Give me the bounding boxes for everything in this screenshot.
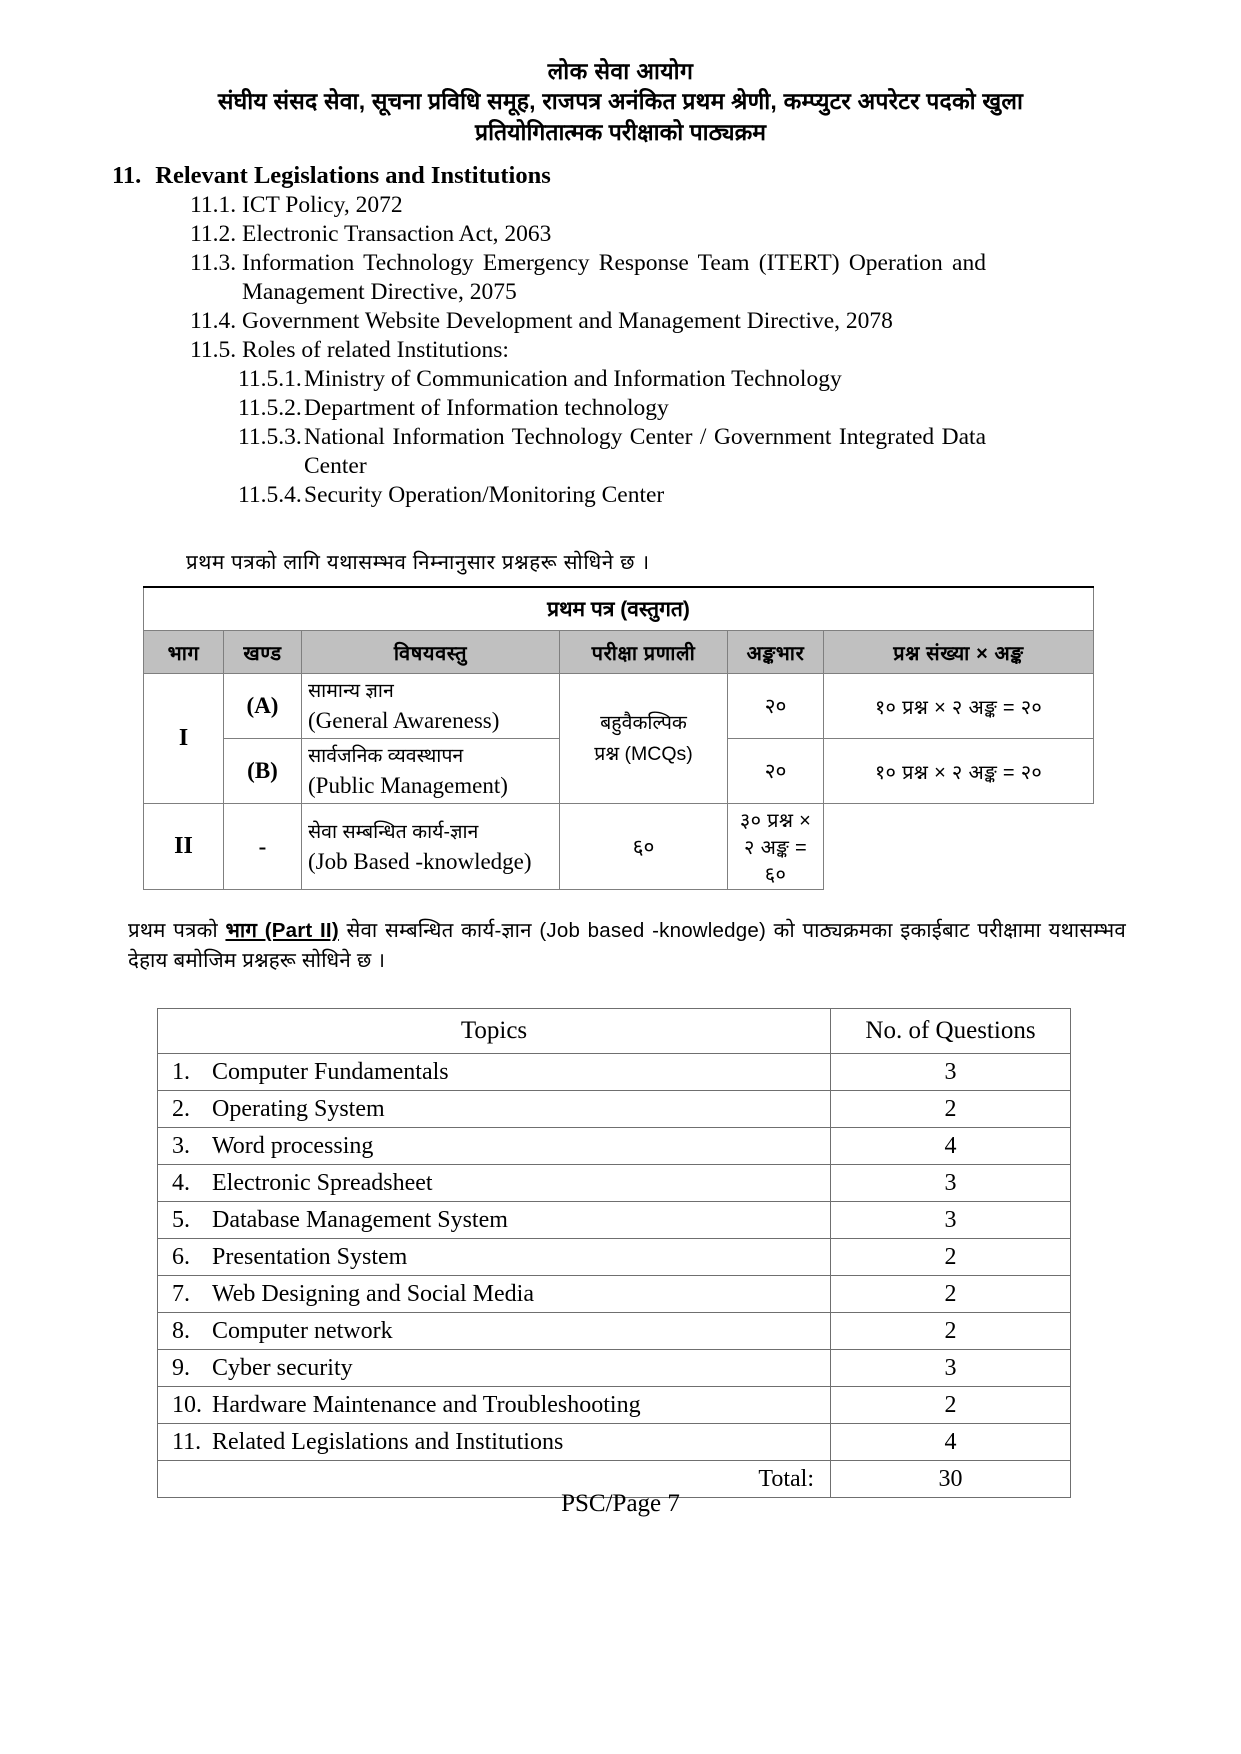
cell-questions: १० प्रश्न × २ अङ्क = २०: [824, 674, 1094, 739]
subject-english: (Job Based -knowledge): [308, 848, 532, 874]
topic-index: 11.: [172, 1428, 202, 1455]
cell-subject: [302, 804, 560, 890]
cell-question-count: 3: [831, 1165, 1071, 1202]
page-footer: PSC/Page 7: [561, 1490, 680, 1517]
cell-question-count: 2: [831, 1313, 1071, 1350]
cell-part: II: [144, 804, 224, 890]
cell-question-count: 2: [831, 1276, 1071, 1313]
sub-list-item: [0, 365, 1241, 394]
topic-index: 9.: [172, 1354, 190, 1381]
section-heading: [0, 161, 1241, 191]
topic-name: Word processing: [212, 1132, 374, 1159]
cell-marks: २०: [728, 674, 824, 739]
section-title: Relevant Legislations and Institutions: [155, 162, 551, 189]
column-header-section: खण्ड: [224, 631, 302, 674]
table-row: [158, 1424, 1071, 1461]
topic-name: Cyber security: [212, 1354, 353, 1381]
table-row: [158, 1313, 1071, 1350]
paragraph-text-after: सेवा सम्बन्धित कार्य-ज्ञान (Job based -knowledge) को पाठ्यक्रमका इकाईबाट परीक्षामा यथासम्भव देहाय बमोजिम प्रश्नहरू सोधिने छ ।: [128, 919, 1126, 972]
cell-subject: [302, 674, 560, 739]
topic-index: 1.: [172, 1058, 190, 1085]
cell-questions: ३० प्रश्न × २ अङ्क = ६०: [728, 804, 824, 890]
cell-question-count: 2: [831, 1091, 1071, 1128]
sub-list-item: [0, 481, 1241, 510]
syllabus-subtitle: प्रतियोगितात्मक परीक्षाको पाठ्यक्रम: [475, 119, 766, 145]
cell-exam-system: [560, 674, 728, 804]
column-header-subject: विषयवस्तु: [302, 631, 560, 674]
cell-topic: [158, 1313, 831, 1350]
topic-index: 10.: [172, 1391, 202, 1418]
total-label: Total:: [158, 1461, 831, 1498]
table-row: [158, 1091, 1071, 1128]
table-row: [158, 1165, 1071, 1202]
table-row: [158, 1387, 1071, 1424]
cell-questions: १० प्रश्न × २ अङ्क = २०: [824, 739, 1094, 804]
cell-marks: २०: [728, 739, 824, 804]
sub-list-item-text: Department of Information technology: [304, 395, 669, 421]
document-header: [0, 0, 1241, 148]
sub-list-item-label: 11.5.3.: [238, 424, 302, 450]
list-item-label: 11.4.: [190, 308, 237, 334]
topic-name: Computer Fundamentals: [212, 1058, 449, 1085]
list-item-text: Roles of related Institutions:: [242, 337, 509, 363]
table-row: [158, 1202, 1071, 1239]
cell-topic: [158, 1239, 831, 1276]
list-item-label: 11.1.: [190, 192, 237, 218]
paragraph-emphasis: भाग (Part II): [225, 919, 339, 942]
topic-index: 6.: [172, 1243, 190, 1270]
topic-name: Hardware Maintenance and Troubleshooting: [212, 1391, 641, 1418]
list-item: [0, 249, 1241, 307]
topics-table-container: [157, 1008, 1070, 1498]
list-item-label: 11.5.: [190, 337, 237, 363]
cell-section: -: [224, 804, 302, 890]
section-11: [0, 161, 1241, 510]
topic-name: Web Designing and Social Media: [212, 1280, 534, 1307]
cell-topic: [158, 1128, 831, 1165]
sub-list-item: [0, 394, 1241, 423]
subject-english: (General Awareness): [308, 708, 500, 733]
sub-list-item-text: National Information Technology Center / Government Integrated Data Center: [304, 424, 986, 479]
list-item: [0, 307, 1241, 336]
list-item-text: ICT Policy, 2072: [242, 192, 403, 218]
cell-question-count: 2: [831, 1239, 1071, 1276]
subject-nepali: सार्वजनिक व्यवस्थापन: [308, 745, 464, 767]
cell-marks: ६०: [560, 804, 728, 890]
list-item: [0, 220, 1241, 249]
sub-list-item-label: 11.5.1.: [238, 366, 302, 392]
topic-name: Electronic Spreadsheet: [212, 1169, 433, 1196]
subject-nepali: सामान्य ज्ञान: [308, 680, 394, 702]
organization-title: लोक सेवा आयोग: [547, 58, 694, 84]
exam-scheme-table-container: [143, 586, 1093, 890]
table-header-row: [158, 1009, 1071, 1054]
list-item: [0, 191, 1241, 220]
cell-question-count: 3: [831, 1350, 1071, 1387]
cell-question-count: 3: [831, 1202, 1071, 1239]
subject-english: (Public Management): [308, 773, 508, 798]
topic-index: 8.: [172, 1317, 190, 1344]
topic-index: 4.: [172, 1169, 190, 1196]
exam-system-nepali: बहुवैकल्पिक: [600, 711, 687, 734]
column-header-part: भाग: [144, 631, 224, 674]
column-header-questions: प्रश्न संख्या × अङ्क: [824, 631, 1094, 674]
cell-topic: [158, 1424, 831, 1461]
topic-name: Operating System: [212, 1095, 385, 1122]
table-row: [158, 1239, 1071, 1276]
cell-topic: [158, 1054, 831, 1091]
cell-topic: [158, 1202, 831, 1239]
cell-topic: [158, 1350, 831, 1387]
topic-index: 3.: [172, 1132, 190, 1159]
cell-topic: [158, 1165, 831, 1202]
column-header-marks: अङ्कभार: [728, 631, 824, 674]
exam-system-english: प्रश्न (MCQs): [594, 742, 693, 765]
cell-part: I: [144, 674, 224, 804]
topic-name: Database Management System: [212, 1206, 508, 1233]
topic-name: Computer network: [212, 1317, 393, 1344]
sub-list-item-text: Security Operation/Monitoring Center: [304, 482, 665, 508]
column-header-exam-system: परीक्षा प्रणाली: [560, 631, 728, 674]
paragraph-text-before: प्रथम पत्रको: [128, 919, 226, 942]
cell-section: (A): [224, 674, 302, 739]
exam-service-title: संघीय संसद सेवा, सूचना प्रविधि समूह, राजपत्र अनंकित प्रथम श्रेणी, कम्प्युटर अपरेटर पदको खुला: [217, 88, 1024, 114]
list-item-text: Information Technology Emergency Response Team (ITERT) Operation and Management Directive, 2075: [242, 250, 986, 305]
sub-list-item-label: 11.5.4.: [238, 482, 302, 508]
cell-question-count: 2: [831, 1387, 1071, 1424]
topic-name: Presentation System: [212, 1243, 408, 1270]
sub-list-item: [0, 423, 1241, 481]
list-item-label: 11.2.: [190, 221, 237, 247]
topics-table: [157, 1008, 1071, 1498]
list-item: [0, 336, 1241, 365]
cell-question-count: 4: [831, 1128, 1071, 1165]
cell-topic: [158, 1091, 831, 1128]
table-row: [144, 674, 1094, 739]
list-item-text: Electronic Transaction Act, 2063: [242, 221, 552, 247]
table-row: [158, 1054, 1071, 1091]
cell-question-count: 3: [831, 1054, 1071, 1091]
table-title: प्रथम पत्र (वस्तुगत): [144, 587, 1094, 631]
paragraph-before-table-1: प्रथम पत्रको लागि यथासम्भव निम्नानुसार प्रश्नहरू सोधिने छ ।: [186, 551, 650, 574]
cell-question-count: 4: [831, 1424, 1071, 1461]
cell-topic: [158, 1276, 831, 1313]
table-title-row: [144, 587, 1094, 631]
topic-name: Related Legislations and Institutions: [212, 1428, 564, 1455]
subject-nepali: सेवा सम्बन्धित कार्य-ज्ञान: [308, 820, 479, 843]
cell-section: (B): [224, 739, 302, 804]
cell-topic: [158, 1387, 831, 1424]
section-number: 11.: [112, 162, 142, 189]
column-header-topics: Topics: [158, 1009, 831, 1054]
cell-subject: [302, 739, 560, 804]
table-row: [158, 1128, 1071, 1165]
topic-index: 2.: [172, 1095, 190, 1122]
table-row: [158, 1276, 1071, 1313]
list-item-label: 11.3.: [190, 250, 237, 276]
sub-list-item-label: 11.5.2.: [238, 395, 302, 421]
table-header-row: [144, 631, 1094, 674]
paragraph-part-2-description: [0, 916, 1241, 976]
table-row: [158, 1350, 1071, 1387]
total-value: 30: [831, 1461, 1071, 1498]
sub-list-item-text: Ministry of Communication and Information Technology: [304, 366, 842, 392]
column-header-no-of-questions: No. of Questions: [831, 1009, 1071, 1054]
list-item-text: Government Website Development and Management Directive, 2078: [242, 308, 893, 334]
table-row: [144, 804, 1094, 890]
topic-index: 7.: [172, 1280, 190, 1307]
topic-index: 5.: [172, 1206, 190, 1233]
exam-scheme-table: [143, 586, 1094, 890]
